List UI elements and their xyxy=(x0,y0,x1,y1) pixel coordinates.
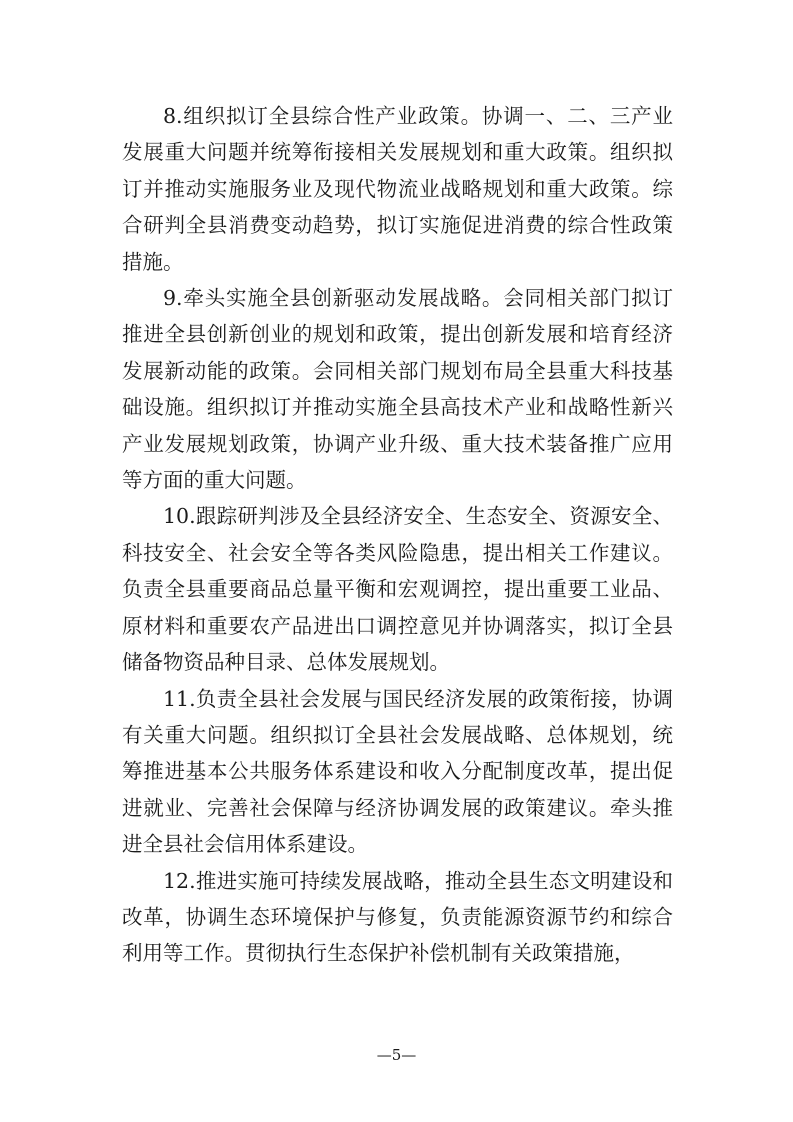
paragraph-item-11: 11.负责全县社会发展与国民经济发展的政策衔接，协调有关重大问题。组织拟订全县社会发展战略、总体规划，统筹推进基本公共服务体系建设和收入分配制度改革，提出促进就业、完善社会保障与经济协调发展的政策建议。牵头推进全县社会信用体系建设。 xyxy=(122,686,673,857)
paragraph-item-8: 8.组织拟订全县综合性产业政策。协调一、二、三产业发展重大问题并统筹衔接相关发展规划和重大政策。组织拟订并推动实施服务业及现代物流业战略规划和重大政策。综合研判全县消费变动趋势，拟订实施促进消费的综合性政策措施。 xyxy=(122,104,673,274)
paragraph-item-10: 10.跟踪研判涉及全县经济安全、生态安全、资源安全、科技安全、社会安全等各类风险隐患，提出相关工作建议。负责全县重要商品总量平衡和宏观调控，提出重要工业品、原材料和重要农产品进出口调控意见并协调落实，拟订全县储备物资品种目录、总体发展规划。 xyxy=(122,504,673,675)
paragraph-item-12: 12.推进实施可持续发展战略，推动全县生态文明建设和改革，协调生态环境保护与修复，负责能源资源节约和综合利用等工作。贯彻执行生态保护补偿机制有关政策措施， xyxy=(122,868,673,966)
paragraph-item-9: 9.牵头实施全县创新驱动发展战略。会同相关部门拟订推进全县创新创业的规划和政策，提出创新发展和培育经济发展新动能的政策。会同相关部门规划布局全县重大科技基础设施。组织拟订并推动实施全县高技术产业和战略性新兴产业发展规划政策，协调产业升级、重大技术装备推广应用等方面的重大问题。 xyxy=(122,286,673,493)
page-number: —5— xyxy=(376,1046,417,1064)
document-body xyxy=(122,98,673,972)
